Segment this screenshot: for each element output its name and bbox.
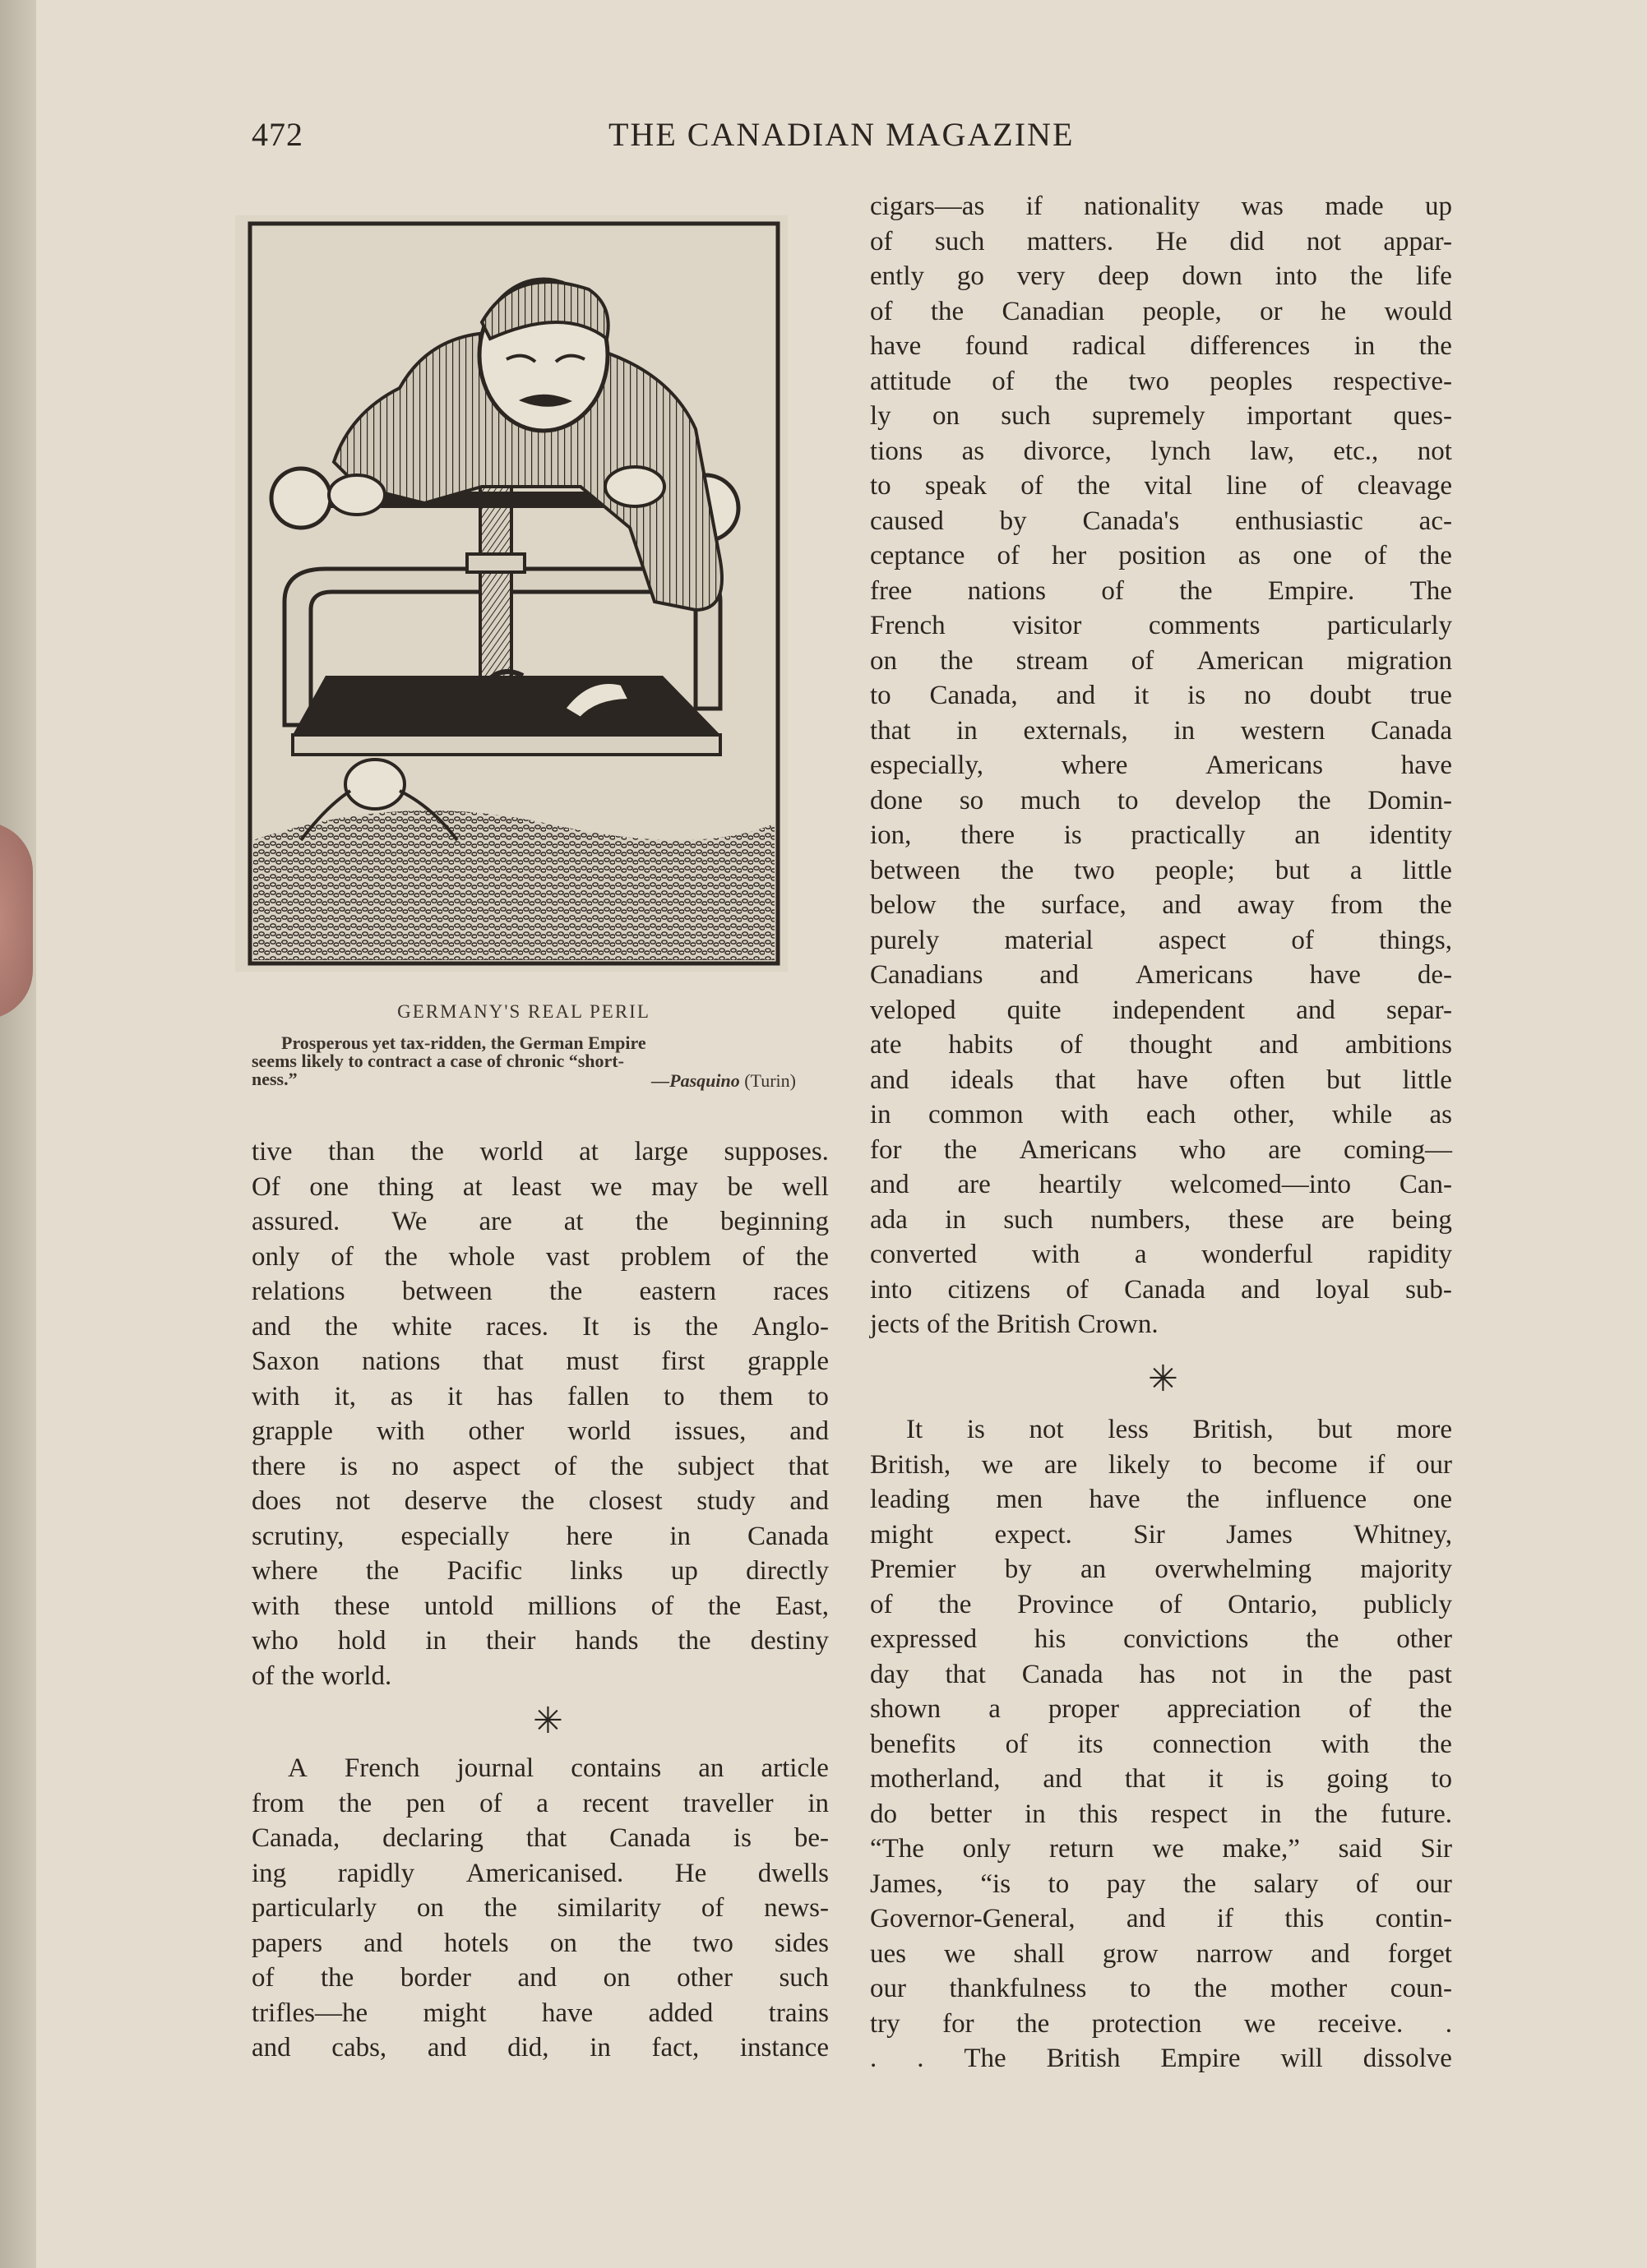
text-line: of the Province of Ontario, publicly <box>870 1589 1452 1619</box>
text-line: A French journal contains an article <box>288 1753 829 1783</box>
text-line: with it, as it has fallen to them to <box>252 1381 829 1411</box>
text-line: motherland, and that it is going to <box>870 1764 1452 1794</box>
text-line: might expect. Sir James Whitney, <box>870 1519 1452 1550</box>
text-line: attitude of the two peoples respective- <box>870 366 1452 396</box>
text-line: ate habits of thought and ambitions <box>870 1030 1452 1060</box>
page-number: 472 <box>252 116 303 153</box>
text-line: where the Pacific links up directly <box>252 1556 829 1586</box>
text-line: Saxon nations that must first grapple <box>252 1346 829 1376</box>
text-line: shown a proper appreciation of the <box>870 1694 1452 1724</box>
cartoon-illustration <box>235 215 788 972</box>
caption-line: Prosperous yet tax-ridden, the German Empire <box>281 1032 646 1053</box>
section-asterism: ✳ <box>533 1701 563 1741</box>
text-line: Canadians and Americans have de- <box>870 960 1452 990</box>
text-line: ceptance of her position as one of the <box>870 541 1452 570</box>
caption-line: ness.” <box>252 1069 298 1089</box>
gravel-heap <box>253 840 775 960</box>
text-line: and the white races. It is the Anglo- <box>252 1311 829 1342</box>
text-line: of the world. <box>252 1661 392 1691</box>
text-line: converted with a wonderful rapidity <box>870 1240 1452 1269</box>
text-line: ing rapidly Americanised. He dwells <box>252 1858 829 1888</box>
text-line: have found radical differences in the <box>870 331 1452 361</box>
text-line: Canada, declaring that Canada is be- <box>252 1823 829 1853</box>
cartoon-caption <box>252 1032 796 1091</box>
text-line: tions as divorce, lynch law, etc., not <box>870 436 1452 466</box>
text-line: to speak of the vital line of cleavage <box>870 471 1452 501</box>
text-line: ently go very deep down into the life <box>870 261 1452 291</box>
running-head: THE CANADIAN MAGAZINE <box>608 116 1075 153</box>
text-line: scrutiny, especially here in Canada <box>252 1521 829 1551</box>
text-line: there is no aspect of the subject that <box>252 1451 829 1481</box>
text-line: and cabs, and did, in fact, instance <box>252 2033 829 2062</box>
text-line: expressed his convictions the other <box>870 1624 1452 1654</box>
text-line: especially, where Americans have <box>870 751 1452 780</box>
text-line: does not deserve the closest study and <box>252 1486 829 1516</box>
cartoon-title: GERMANY'S REAL PERIL <box>397 1001 650 1022</box>
text-line: into citizens of Canada and loyal sub- <box>870 1274 1452 1305</box>
cartoon-source <box>651 1072 796 1090</box>
left-column-paragraph-2 <box>252 1751 829 2066</box>
section-asterism: ✳ <box>1148 1359 1178 1399</box>
text-line: benefits of its connection with the <box>870 1729 1452 1759</box>
text-line: ada in such numbers, these are being <box>870 1204 1452 1235</box>
text-line: for the Americans who are coming— <box>870 1134 1452 1165</box>
text-line: grapple with other world issues, and <box>252 1416 829 1446</box>
text-line: jects of the British Crown. <box>870 1310 1159 1339</box>
text-line: particularly on the similarity of news- <box>252 1893 829 1923</box>
right-column-paragraph <box>870 189 1452 1342</box>
text-line: between the two people; but a little <box>870 855 1452 885</box>
source-publication: —Pasquino <box>651 1070 740 1091</box>
text-line: ly on such supremely important ques- <box>870 401 1452 431</box>
text-line: from the pen of a recent traveller in <box>252 1788 829 1818</box>
text-line: It is not less British, but more <box>906 1415 1452 1444</box>
text-line: with these untold millions of the East, <box>252 1591 829 1621</box>
text-line: day that Canada has not in the past <box>870 1659 1452 1689</box>
text-line: relations between the eastern races <box>252 1277 829 1306</box>
text-line: caused by Canada's enthusiastic ac- <box>870 506 1452 536</box>
caption-line: seems likely to contract a case of chronic “short- <box>252 1051 624 1071</box>
source-place: (Turin) <box>744 1070 796 1091</box>
text-line: in common with each other, while as <box>870 1100 1452 1129</box>
text-line: to Canada, and it is no doubt true <box>870 681 1452 710</box>
text-line: ues we shall grow narrow and forget <box>870 1938 1452 1969</box>
text-line: French visitor comments particularly <box>870 611 1452 640</box>
text-line: who hold in their hands the destiny <box>252 1626 829 1656</box>
text-line: assured. We are at the beginning <box>252 1207 829 1236</box>
text-line: James, “is to pay the salary of our <box>870 1868 1452 1899</box>
text-line: that in externals, in western Canada <box>870 715 1452 746</box>
text-line: veloped quite independent and separ- <box>870 995 1452 1025</box>
page-header <box>252 115 1444 161</box>
text-line: Premier by an overwhelming majority <box>870 1554 1452 1584</box>
text-line: try for the protection we receive. . <box>870 2008 1452 2039</box>
text-line: papers and hotels on the two sides <box>252 1928 829 1958</box>
text-line: do better in this respect in the future. <box>870 1799 1452 1829</box>
text-line: of the Canadian people, or he would <box>870 296 1452 326</box>
text-line: free nations of the Empire. The <box>870 575 1452 606</box>
text-line: tive than the world at large supposes. <box>252 1137 829 1166</box>
text-line: of the border and on other such <box>252 1963 829 1993</box>
text-line: done so much to develop the Domin- <box>870 785 1452 815</box>
text-line: British, we are likely to become if our <box>870 1449 1452 1480</box>
text-line: our thankfulness to the mother coun- <box>870 1974 1452 2003</box>
text-line: and are heartily welcomed—into Can- <box>870 1170 1452 1199</box>
text-line: purely material aspect of things, <box>870 925 1452 955</box>
text-line: Governor-General, and if this contin- <box>870 1904 1452 1933</box>
text-line: ion, there is practically an identity <box>870 820 1452 850</box>
text-line: below the surface, and away from the <box>870 890 1452 920</box>
text-line: trifles—he might have added trains <box>252 1998 829 2028</box>
text-line: . . The British Empire will dissolve <box>870 2044 1452 2073</box>
text-line: “The only return we make,” said Sir <box>870 1834 1452 1864</box>
left-column-paragraph <box>252 1134 829 1693</box>
text-line: only of the whole vast problem of the <box>252 1241 829 1272</box>
text-line: cigars—as if nationality was made up <box>870 192 1452 221</box>
text-line: Of one thing at least we may be well <box>252 1171 829 1202</box>
text-line: on the stream of American migration <box>870 645 1452 676</box>
text-line: and ideals that have often but little <box>870 1065 1452 1095</box>
text-line: leading men have the influence one <box>870 1485 1452 1514</box>
right-column-paragraph-2 <box>870 1412 1452 2076</box>
text-line: of such matters. He did not appar- <box>870 226 1452 256</box>
